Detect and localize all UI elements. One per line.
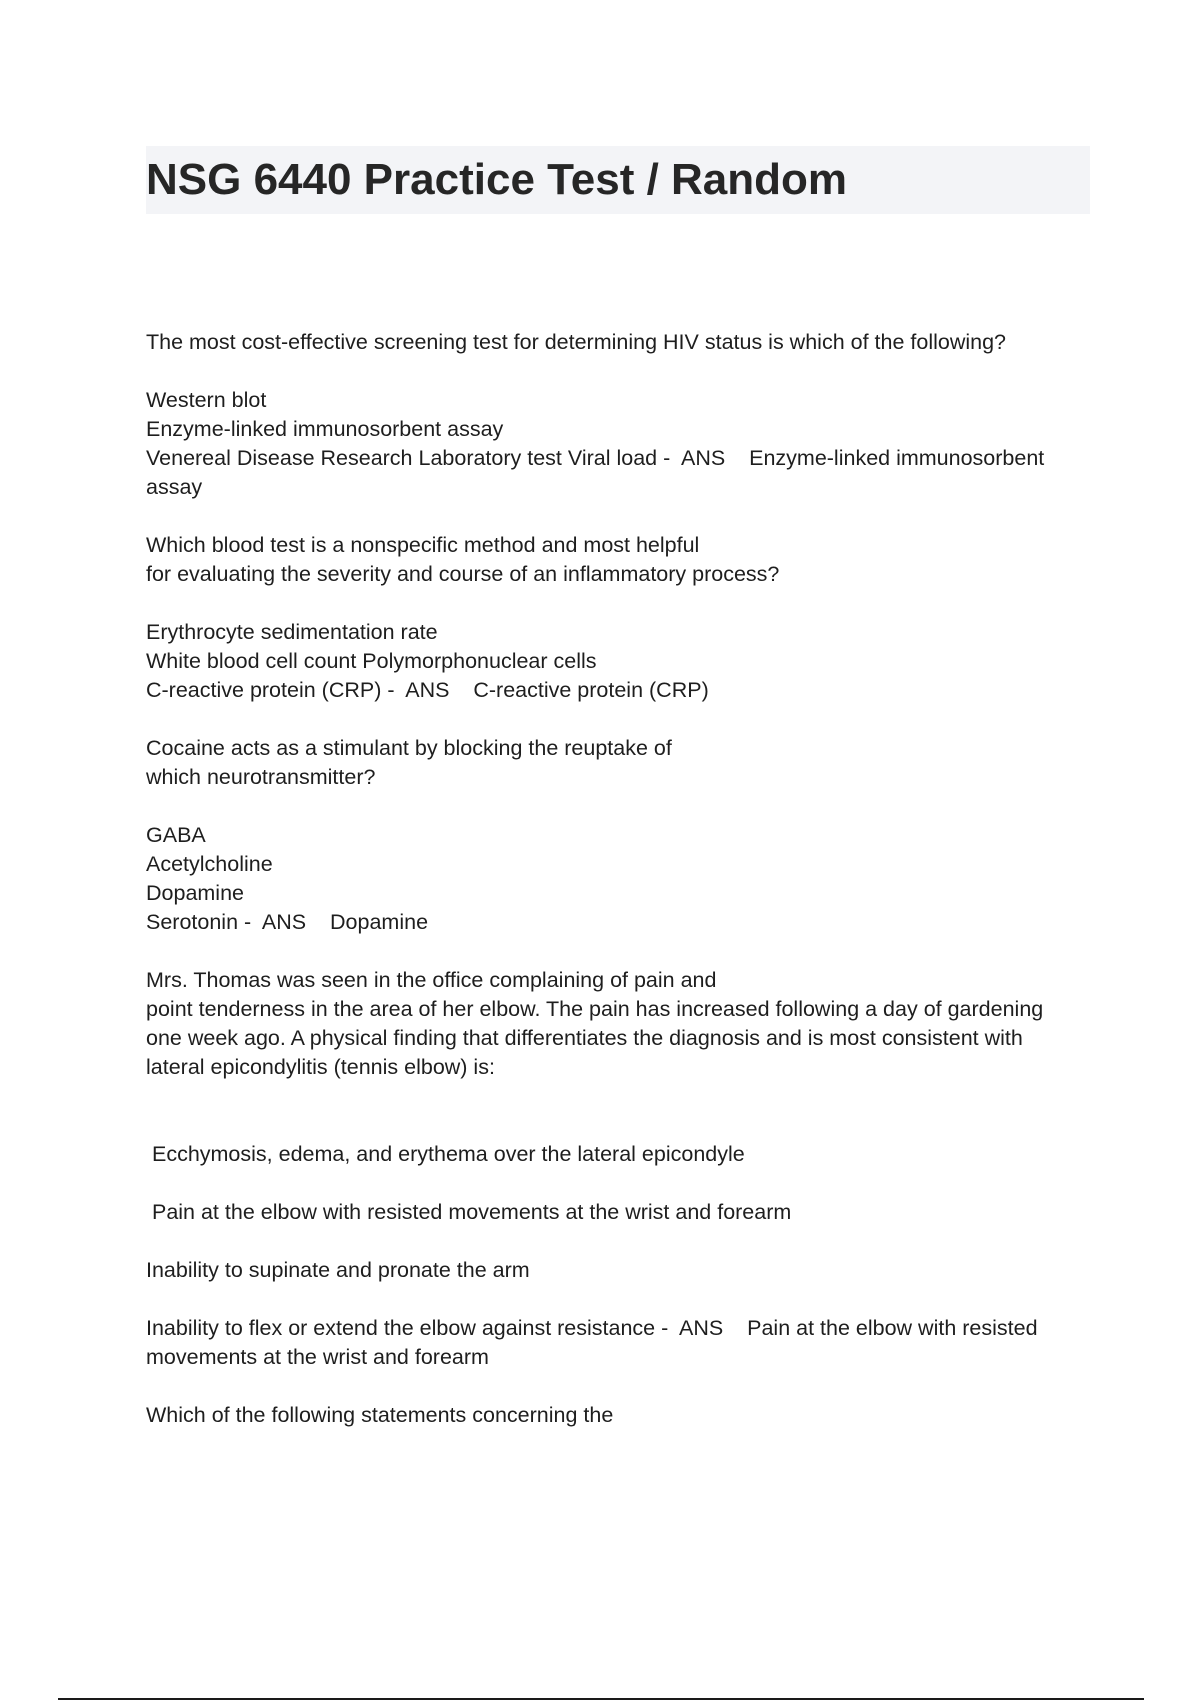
document-body	[146, 328, 1086, 1430]
question-text: Cocaine acts as a stimulant by blocking the reuptake of	[146, 736, 672, 760]
answer-option-with-key: Serotonin - ANS Dopamine	[146, 910, 429, 934]
answer-option: Dopamine	[146, 881, 244, 905]
answer-option: GABA	[146, 823, 206, 847]
question-text: point tenderness in the area of her elbow. The pain has increased following a day of gardening	[146, 997, 1044, 1021]
answer-option: Western blot	[146, 388, 267, 412]
answer-option-with-key: Inability to flex or extend the elbow against resistance - ANS Pain at the elbow with resisted	[146, 1316, 1038, 1340]
answer-option: White blood cell count Polymorphonuclear cells	[146, 649, 597, 673]
answer-option-with-key: Venereal Disease Research Laboratory test Viral load - ANS Enzyme-linked immunosorbent	[146, 446, 1045, 470]
answer-key-continuation: movements at the wrist and forearm	[146, 1345, 489, 1369]
question-text: Which of the following statements concerning the	[146, 1403, 614, 1427]
question-text: one week ago. A physical finding that differentiates the diagnosis and is most consistent with	[146, 1026, 1023, 1050]
answer-key-continuation: assay	[146, 475, 203, 499]
question-block-inflammation	[146, 531, 1086, 705]
answer-option: Inability to supinate and pronate the arm	[146, 1258, 530, 1282]
question-block-cocaine	[146, 734, 1086, 937]
answer-option: Ecchymosis, edema, and erythema over the lateral epicondyle	[146, 1142, 745, 1166]
page-title: NSG 6440 Practice Test / Random	[146, 155, 848, 204]
answer-option: Pain at the elbow with resisted movements at the wrist and forearm	[146, 1200, 792, 1224]
question-text: which neurotransmitter?	[146, 765, 376, 789]
question-block-hiv	[146, 328, 1086, 502]
answer-option: Enzyme-linked immunosorbent assay	[146, 417, 504, 441]
question-text: Mrs. Thomas was seen in the office complaining of pain and	[146, 968, 717, 992]
question-text: for evaluating the severity and course of an inflammatory process?	[146, 562, 780, 586]
question-block-tennis-elbow	[146, 966, 1086, 1372]
question-text: lateral epicondylitis (tennis elbow) is:	[146, 1055, 495, 1079]
answer-option: Erythrocyte sedimentation rate	[146, 620, 438, 644]
question-text: The most cost-effective screening test for determining HIV status is which of the following?	[146, 330, 1006, 354]
answer-option-with-key: C-reactive protein (CRP) - ANS C-reactive protein (CRP)	[146, 678, 709, 702]
answer-option: Acetylcholine	[146, 852, 273, 876]
question-block-truncated	[146, 1401, 1086, 1430]
question-text: Which blood test is a nonspecific method and most helpful	[146, 533, 700, 557]
